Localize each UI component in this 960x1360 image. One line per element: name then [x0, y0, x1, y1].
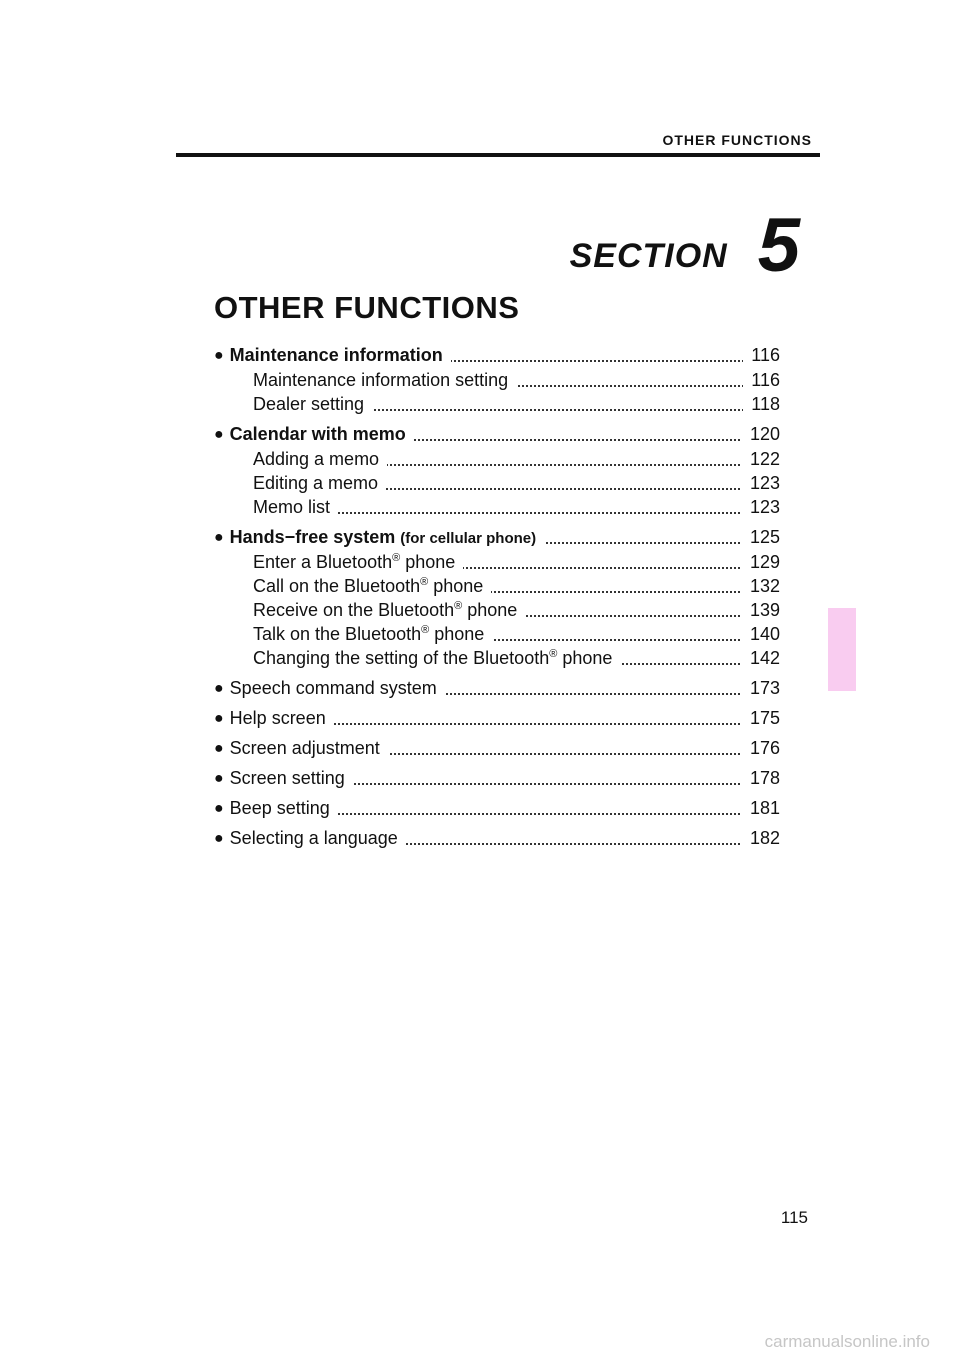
toc-item-dealer-setting[interactable]	[253, 392, 780, 416]
bullet-icon: ●	[214, 347, 224, 364]
toc-label-suffix: phone	[400, 552, 456, 572]
toc-page: 140	[742, 622, 780, 646]
toc-page: 116	[743, 368, 780, 392]
page-title: OTHER FUNCTIONS	[214, 290, 520, 325]
toc-item-beep-setting[interactable]	[214, 796, 780, 820]
toc-label: Changing the setting of the Bluetooth	[253, 648, 550, 668]
toc-page: 178	[742, 766, 780, 790]
toc-item-screen-adjustment[interactable]	[214, 736, 780, 760]
registered-mark: ®	[549, 648, 558, 660]
bullet-icon: ●	[214, 770, 224, 787]
bullet-icon: ●	[214, 740, 224, 757]
registered-mark: ®	[421, 624, 430, 636]
toc-item-maintenance-information[interactable]	[214, 343, 780, 367]
toc-item-editing-a-memo[interactable]	[253, 471, 780, 495]
header-rule	[176, 153, 820, 157]
toc-item-maintenance-information-setting[interactable]	[253, 368, 780, 392]
section-heading	[569, 203, 800, 288]
toc-label: Call on the Bluetooth	[253, 576, 421, 596]
toc-page: 123	[742, 495, 780, 519]
toc-label: Screen setting	[229, 768, 345, 788]
toc-page: 176	[742, 736, 780, 760]
bullet-icon: ●	[214, 800, 224, 817]
section-number: 5	[757, 203, 800, 288]
toc-label: Receive on the Bluetooth	[253, 600, 455, 620]
toc-item-help-screen[interactable]	[214, 706, 780, 730]
toc-item-speech-command-system[interactable]	[214, 676, 780, 700]
toc-item-receive-bluetooth-phone[interactable]	[253, 598, 780, 622]
toc-label: Maintenance information	[229, 345, 443, 365]
toc-page: 122	[742, 447, 780, 471]
registered-mark: ®	[454, 600, 463, 612]
toc-page: 182	[742, 826, 780, 850]
toc-item-memo-list[interactable]	[253, 495, 780, 519]
toc-label: Editing a memo	[253, 473, 386, 493]
bullet-icon: ●	[214, 529, 224, 546]
toc-page: 173	[742, 676, 780, 700]
bullet-icon: ●	[214, 680, 224, 697]
toc-item-screen-setting[interactable]	[214, 766, 780, 790]
toc-page: 181	[742, 796, 780, 820]
toc-page: 123	[742, 471, 780, 495]
toc-item-selecting-a-language[interactable]	[214, 826, 780, 850]
toc-item-talk-bluetooth-phone[interactable]	[253, 622, 780, 646]
toc-label: Selecting a language	[229, 828, 398, 848]
toc-label: Adding a memo	[253, 449, 387, 469]
toc-label-suffix: phone	[429, 624, 485, 644]
toc-item-changing-bluetooth-setting[interactable]	[253, 646, 780, 670]
registered-mark: ®	[420, 576, 429, 588]
toc-qualifier: (for cellular phone)	[400, 530, 537, 547]
toc-label: Speech command system	[229, 678, 437, 698]
toc-label: Maintenance information setting	[253, 370, 516, 390]
table-of-contents	[214, 343, 780, 856]
bullet-icon: ●	[214, 830, 224, 847]
toc-page: 132	[742, 574, 780, 598]
toc-item-adding-a-memo[interactable]	[253, 447, 780, 471]
toc-page: 125	[742, 525, 780, 549]
bullet-icon: ●	[214, 710, 224, 727]
toc-label-suffix: phone	[462, 600, 518, 620]
toc-item-enter-bluetooth-phone[interactable]	[253, 550, 780, 574]
toc-page: 139	[742, 598, 780, 622]
toc-label-suffix: phone	[428, 576, 484, 596]
toc-item-call-bluetooth-phone[interactable]	[253, 574, 780, 598]
toc-label: Help screen	[229, 708, 326, 728]
watermark: carmanualsonline.info	[764, 1332, 930, 1351]
toc-label: Dealer setting	[253, 394, 372, 414]
section-word: SECTION	[569, 236, 728, 275]
page-number: 115	[780, 1208, 808, 1227]
toc-label: Beep setting	[229, 798, 330, 818]
running-header: OTHER FUNCTIONS	[662, 132, 812, 148]
toc-item-calendar-with-memo[interactable]	[214, 422, 780, 446]
toc-page: 120	[742, 422, 780, 446]
toc-page: 116	[743, 343, 780, 367]
section-thumb-tab	[828, 608, 856, 691]
toc-page: 175	[742, 706, 780, 730]
toc-page: 142	[742, 646, 780, 670]
bullet-icon: ●	[214, 426, 224, 443]
toc-label: Screen adjustment	[229, 738, 380, 758]
toc-label: Hands−free system	[229, 527, 396, 547]
toc-page: 118	[743, 392, 780, 416]
toc-label: Talk on the Bluetooth	[253, 624, 422, 644]
toc-item-hands-free-system[interactable]	[214, 525, 780, 549]
toc-label: Calendar with memo	[229, 424, 406, 444]
toc-label: Enter a Bluetooth	[253, 552, 393, 572]
toc-page: 129	[742, 550, 780, 574]
toc-label: Memo list	[253, 497, 338, 517]
toc-label-suffix: phone	[557, 648, 613, 668]
registered-mark: ®	[392, 552, 401, 564]
